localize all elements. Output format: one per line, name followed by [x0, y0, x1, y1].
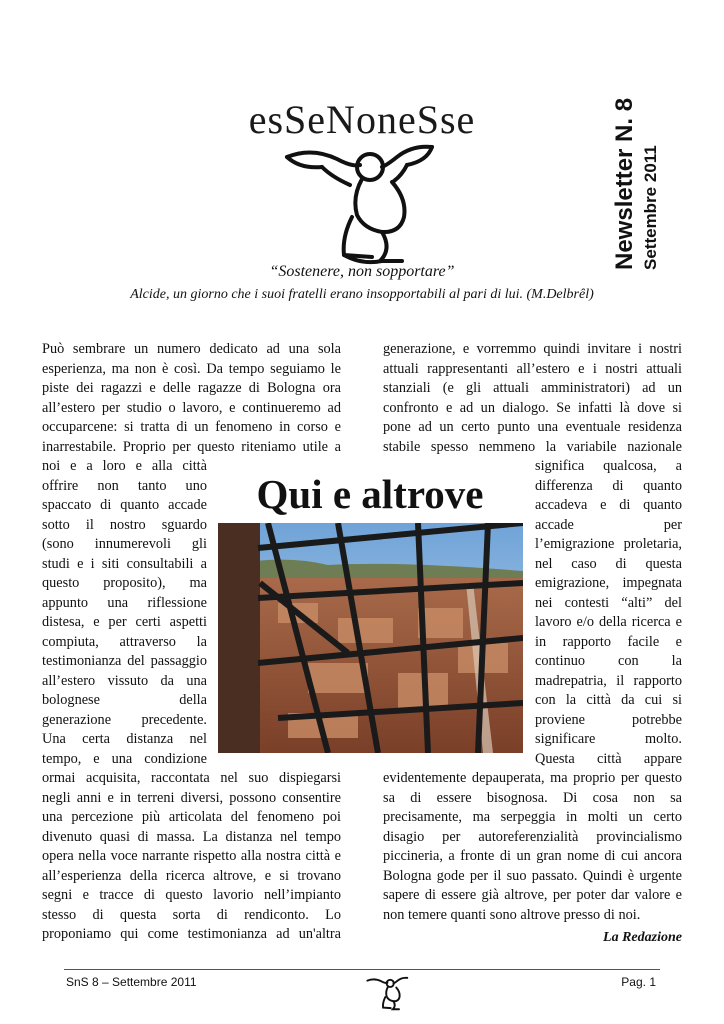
text-line: (sono innumerevoli gli [42, 536, 207, 552]
text-line: non temere quanti sono altrove presso di noi. [383, 906, 641, 923]
text-line: segni e tracce di questo lavorio nell’impianto [42, 887, 341, 903]
text-line: sotto il nostro sguardo [42, 516, 207, 533]
text-line: l’emigrazione proletaria, [535, 536, 682, 552]
footer-logo-icon [366, 974, 410, 1012]
signature: La Redazione [603, 930, 682, 945]
text-line: confronto e ad un dialogo. Se infatti là dove si [383, 399, 682, 416]
text-line: ormai acquisita, raccontata nel suo dispiegarsi [42, 770, 341, 786]
text-line: negli anni e in terreni diversi, possono consentire [42, 789, 341, 806]
text-line: compiuta, attraverso la [42, 633, 207, 650]
bologna-window-photo [218, 523, 523, 753]
text-line: significa qualcosa, a [535, 458, 682, 474]
text-line: disagio per autoreferenzialità provincialismo [383, 828, 682, 845]
text-line: accadeva e di quanto [535, 497, 682, 513]
attribution: Alcide, un giorno che i suoi fratelli erano insopportabili al pari di lui. (M.Delbrêl) [130, 287, 594, 302]
text-line: significare molto. [535, 731, 682, 747]
text-line: emigrazione, impegnata [535, 575, 682, 591]
text-line: noi e a loro e alla città [42, 458, 207, 474]
text-line: pone ad un certo punto una eventuale residenza [383, 419, 682, 435]
text-line: stabile spesso nemmeno la variabile nazionale [383, 438, 682, 455]
text-line: tempo, e una condizione [42, 750, 207, 767]
motto: “Sostenere, non sopportare” [269, 263, 455, 280]
text-line: Bologna gode per il suo passato. Quindi è urgente [383, 867, 682, 884]
text-line: stesso di questa sorta di rendiconto. Lo [42, 906, 341, 923]
text-line: Può sembrare un numero dedicato ad una sola [42, 341, 341, 357]
text-line: esperienza, ma non è così. Da tempo seguiamo le [42, 360, 341, 377]
text-line: proponiamo qui come testimonianza ad un'altra [42, 926, 341, 942]
text-line: piccineria, a fronte di un gran nome di cui ancora [383, 848, 682, 864]
col2-top [383, 340, 682, 457]
article-headline: Qui e altrove [256, 471, 484, 517]
text-line: piste dei ragazzi e delle ragazze di Bologna ora [42, 380, 341, 396]
text-line: sa di essere bisognosa. Di cosa non sa [383, 789, 682, 806]
page-number: Pag. 1 [621, 975, 656, 989]
text-line: Questa città appare [535, 750, 682, 767]
newsletter-badge [610, 98, 662, 270]
text-line: lavoro e/o della ricerca e [535, 614, 682, 630]
text-line: in rapporto facile e [535, 633, 682, 650]
text-line: differenza di quanto [535, 477, 682, 494]
col2-narrow [535, 457, 682, 769]
text-line: spaccato di quanto accade [42, 497, 207, 513]
text-line: evidentemente depauperata, ma proprio per questo [383, 770, 682, 786]
footer-issue: SnS 8 – Settembre 2011 [66, 975, 197, 989]
text-line: precisamente, ma serpeggia in molti un certo [383, 809, 682, 825]
text-line: nei contesti “alti” del [535, 594, 682, 611]
text-line: nel caso di questa [535, 555, 682, 572]
text-line: studi e i siti consultabili a [42, 555, 207, 572]
col1-bottom [42, 769, 341, 945]
footer-rule [64, 969, 660, 970]
text-line: con la città da cui si [535, 692, 682, 708]
text-line: generazione, e vorremmo quindi invitare i nostri [383, 341, 682, 357]
text-line: inarrestabile. Proprio per questo riteniamo utile a [42, 438, 341, 455]
text-line: all’estero per studio o lavoro, e continueremo ad [42, 399, 341, 416]
masthead-title: esSeNoneSse [248, 97, 476, 142]
text-line: bolognese della [42, 692, 207, 708]
text-line: proviene potrebbe [535, 711, 682, 728]
text-line: stanziali (e gli attuali amministratori) ad un [383, 380, 682, 396]
text-line: distesa, e per certi aspetti [42, 614, 207, 630]
text-line: madrepatria, il rapporto [535, 672, 682, 689]
text-line: una percezione più articolata del fenomeno poi [42, 809, 341, 825]
text-line: all’estero vissuto da una [42, 672, 207, 689]
text-line: generazione precedente. [42, 711, 207, 728]
newsletter-number: Newsletter N. 8 [611, 97, 638, 270]
text-line: occuparcene: si tratta di un fenomeno in corso e [42, 419, 341, 435]
text-line: opera nella voce narrante rispetto alla nostra città e [42, 848, 341, 864]
col2-bottom [383, 769, 682, 925]
text-line: accade per [535, 516, 682, 533]
atlas-figure-logo [282, 137, 442, 267]
text-line: all’esperienza della ricerca altrove, e si trovano [42, 867, 341, 884]
text-line: sapere di essere già altrove, per poter dar valore e [383, 887, 682, 903]
col1-narrow [42, 457, 207, 769]
text-line: appunto una riflessione [42, 594, 207, 611]
text-line: offrire non tanto uno [42, 477, 207, 494]
text-line: divenuto quasi di massa. La distanza nel tempo [42, 828, 341, 845]
text-line: testimonianza del passaggio [42, 653, 207, 669]
text-line: continuo con la [535, 653, 682, 669]
col1-top [42, 340, 341, 457]
text-line: Una certa distanza nel [42, 731, 207, 747]
newsletter-date: Settembre 2011 [641, 145, 660, 270]
text-line: attuali rappresentanti all’estero e i nostri attuali [383, 360, 682, 377]
text-line: questo proposito), ma [42, 575, 207, 591]
